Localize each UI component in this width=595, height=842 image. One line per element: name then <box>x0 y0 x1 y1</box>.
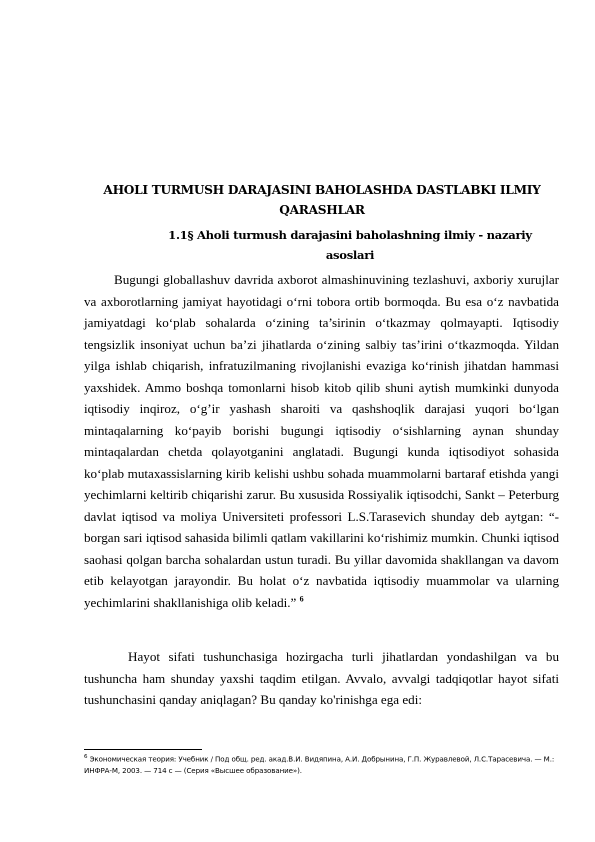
footnote-divider <box>84 749 202 750</box>
body-paragraph-1 <box>84 269 559 613</box>
footnote-text: Экономическая теория: Учебник / Под общ. ред. акад.В.И. Видяпина, А.И. Добрынина, Г.П. Журавлевой, Л.С.Тарасевича. — М.: ИНФРА-М, 2003. — 714 с — (Серия «Высшее образование»). <box>84 754 555 776</box>
chapter-title: AHOLI TURMUSH DARAJASINI BAHOLASHDA DASTLABKI ILMIY QARASHLAR <box>103 183 541 217</box>
paragraph-1-text: Bugungi globallashuv davrida axborot almashinuvining tezlashuvi, axboriy xurujlar va axborotlarning jamiyat hayotidagi o‘rni tobora ortib bormoqda. Bu esa o‘z navbatida jamiyatdagi ko‘plab sohalarda o‘zining ta’sirinin o‘tkazmay qolmayapti. Iqtisodiy tengsizlik insoniyat uchun ba’zi jihatlarda o‘zining salbiy tas’irini o‘tkazmoqda. Yildan yilga ishlab chiqarish, infratuzilmaning rivojlanishi evaziga ko‘rinish jihatdan hammasi yaxshidek. Ammo boshqa tomonlarni hisob kitob qilib shuni aytish mumkinki dunyoda iqtisodiy inqiroz, o‘g’ir yashash sharoiti va qashshoqlik darajasi yuqori bo‘lgan mintaqalarning ko‘payib borishi bugungi iqtisodiy o‘sishlarning aynan shunday mintaqalardan chetda qolayotganini anglatadi. Bugungi kunda iqtisodiyot sohasida ko‘plab mutaxassislarning kirib kelishi ushbu sohada muammolarni bartaraf etishda yangi yechimlarni keltirib chiqarishi zarur. Bu xususida Rossiyalik iqtisodchi, Sankt – Peterburg davlat iqtisod va moliya Universiteti professori L.S.Tarasevich shunday deb aytgan: “-borgan sari iqtisod sahasida bilimli qatlam vakillarini ko‘rishimiz mumkin. Chunki iqtisod saohasi qolgan barcha sohalardan ustun turadi. Bu yillar davomida shakllangan va davom etib kelayotgan jarayondir. Bu holat o‘z navbatida iqtisodiy muammolar va ularning yechimlarini shakllanishiga olib keladi.” <box>84 272 559 610</box>
footnote <box>84 751 559 777</box>
section-title: 1.1§ Aholi turmush darajasini baholashning ilmiy - nazariy asoslari <box>168 228 532 262</box>
footnote-number: 6 <box>84 754 88 760</box>
footnote-reference[interactable]: 6 <box>299 594 304 604</box>
body-paragraph-2: Hayot sifati tushunchasiga hozirgacha turli jihatlardan yondashilgan va bu tushuncha ham shunday yaxshi taqdim etilgan. Avvalo, avvalgi tadqiqotlar hayot sifati tushunchasini qanday aniqlagan? Bu qanday ko'rinishga ega edi: <box>84 649 559 707</box>
